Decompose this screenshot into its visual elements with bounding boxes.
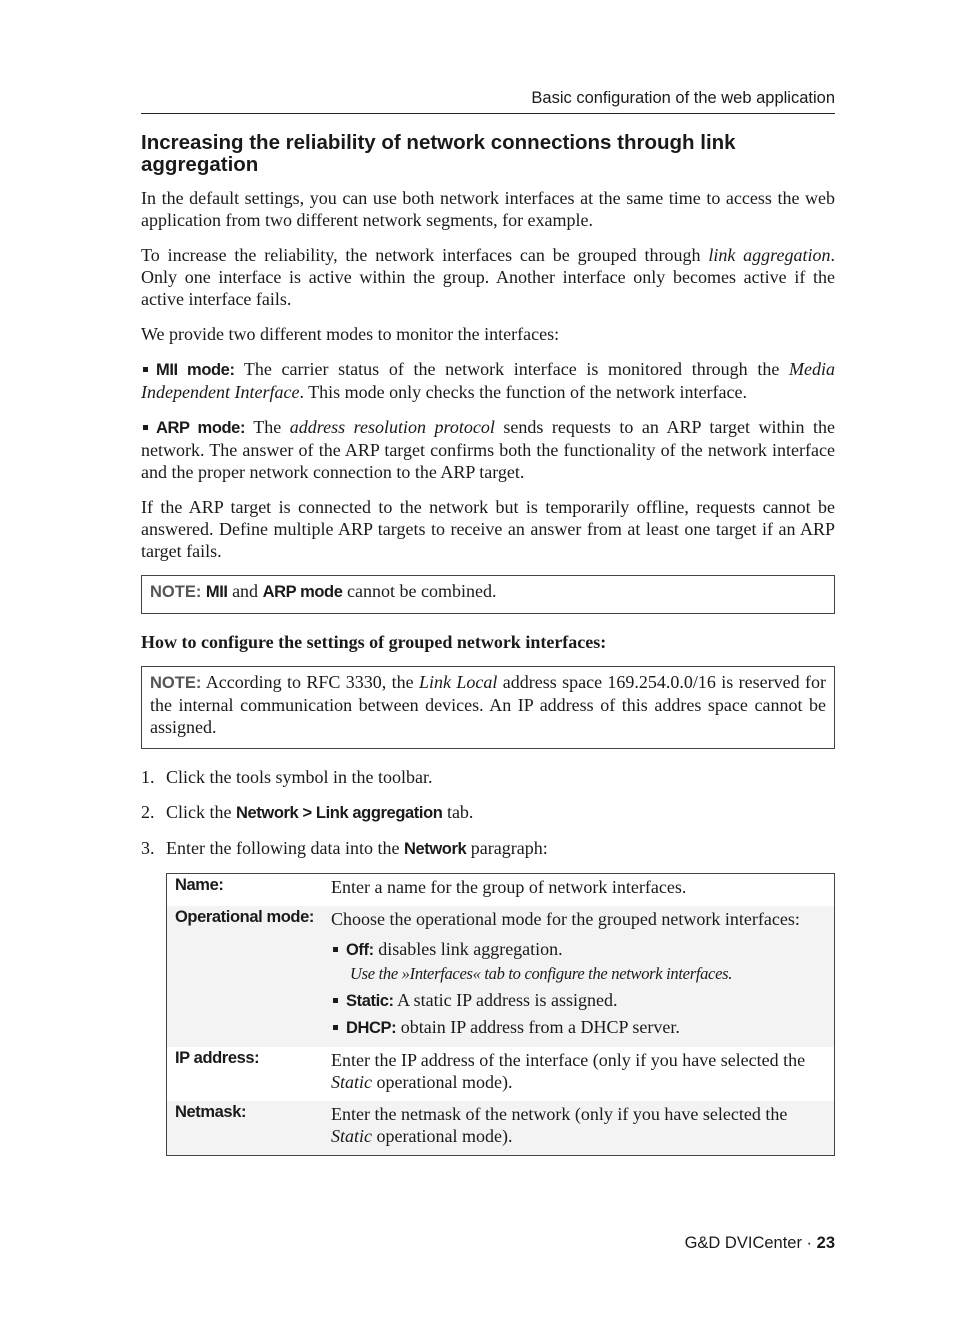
bullet-icon: [333, 998, 338, 1003]
note-box-link-local: NOTE: According to RFC 3330, the Link Local address space 169.254.0.0/16 is reserved for the internal communication between devices. An IP address of this addres space cannot be assigned.: [141, 666, 835, 749]
steps-list: [141, 766, 835, 860]
running-header: Basic configuration of the web application: [531, 89, 835, 107]
page-number: 23: [816, 1234, 835, 1252]
step-item: 2. Click the Network > Link aggregation tab.: [141, 802, 474, 822]
table-row: [167, 1101, 835, 1156]
table-row: [167, 874, 835, 907]
section-title: Increasing the reliability of network connections through link aggregation: [141, 131, 736, 176]
arp-mode-item: ARP mode: The address resolution protocol sends requests to an ARP target within the network. The answer of the ARP target confirms both the functionality of the network interface and the proper network connection to the ARP target.: [141, 417, 836, 482]
field-desc-netmask: Enter the netmask of the network (only if you have selected the Static operational mode).: [331, 1104, 788, 1146]
reliability-paragraph: To increase the reliability, the network interfaces can be grouped through link aggregation. Only one interface is active within the group. Another interface only becomes active if the active interface fails.: [141, 245, 835, 309]
intro-paragraph: In the default settings, you can use both network interfaces at the same time to access the web application from two different network segments, for example.: [141, 188, 835, 230]
option-off-hint: Use the »Interfaces« tab to configure the network interfaces.: [350, 964, 733, 983]
step-item: 3. Enter the following data into the Network paragraph:: [141, 838, 548, 858]
option-static: Static: A static IP address is assigned.: [331, 989, 826, 1012]
bullet-icon: [143, 425, 148, 430]
note-box-mii-arp: NOTE: MII and ARP mode cannot be combined.: [141, 575, 835, 614]
howto-heading: How to configure the settings of grouped network interfaces:: [141, 632, 607, 652]
table-row: [167, 1047, 835, 1101]
settings-table: [166, 873, 835, 1156]
bullet-icon: [333, 1025, 338, 1030]
note-label: NOTE:: [150, 674, 202, 692]
field-label-opmode: Operational mode:: [175, 908, 314, 926]
page-footer: [141, 1234, 835, 1253]
note-label: NOTE:: [150, 583, 202, 601]
bullet-icon: [333, 947, 338, 952]
step-item: 1. Click the tools symbol in the toolbar.: [141, 767, 433, 787]
field-label-ip: IP address:: [175, 1049, 260, 1067]
field-label-name: Name:: [175, 876, 224, 894]
field-desc-name: Enter a name for the group of network interfaces.: [331, 877, 687, 897]
field-desc-ip: Enter the IP address of the interface (only if you have selected the Static operational mode).: [331, 1050, 806, 1092]
field-label-netmask: Netmask:: [175, 1103, 247, 1121]
footer-doc-title: G&D DVICenter ·: [684, 1234, 817, 1252]
field-desc-opmode: Choose the operational mode for the grouped network interfaces:: [331, 909, 800, 929]
mii-mode-item: MII mode: The carrier status of the network interface is monitored through the Media Independent Interface. This mode only checks the function of the network interface.: [141, 359, 835, 402]
arp-target-paragraph: If the ARP target is connected to the network but is temporarily offline, requests cannot be answered. Define multiple ARP targets to receive an answer from at least one target if an ARP target fails.: [141, 497, 835, 561]
opmode-options: [331, 938, 826, 1039]
page-content: [141, 132, 835, 1156]
table-row: [167, 906, 835, 1047]
bullet-icon: [143, 367, 148, 372]
modes-intro-paragraph: We provide two different modes to monitor the interfaces:: [141, 324, 560, 344]
option-dhcp: DHCP: obtain IP address from a DHCP server.: [331, 1016, 826, 1039]
header-divider: [141, 113, 835, 114]
option-off: Off: disables link aggregation.: [331, 938, 826, 961]
